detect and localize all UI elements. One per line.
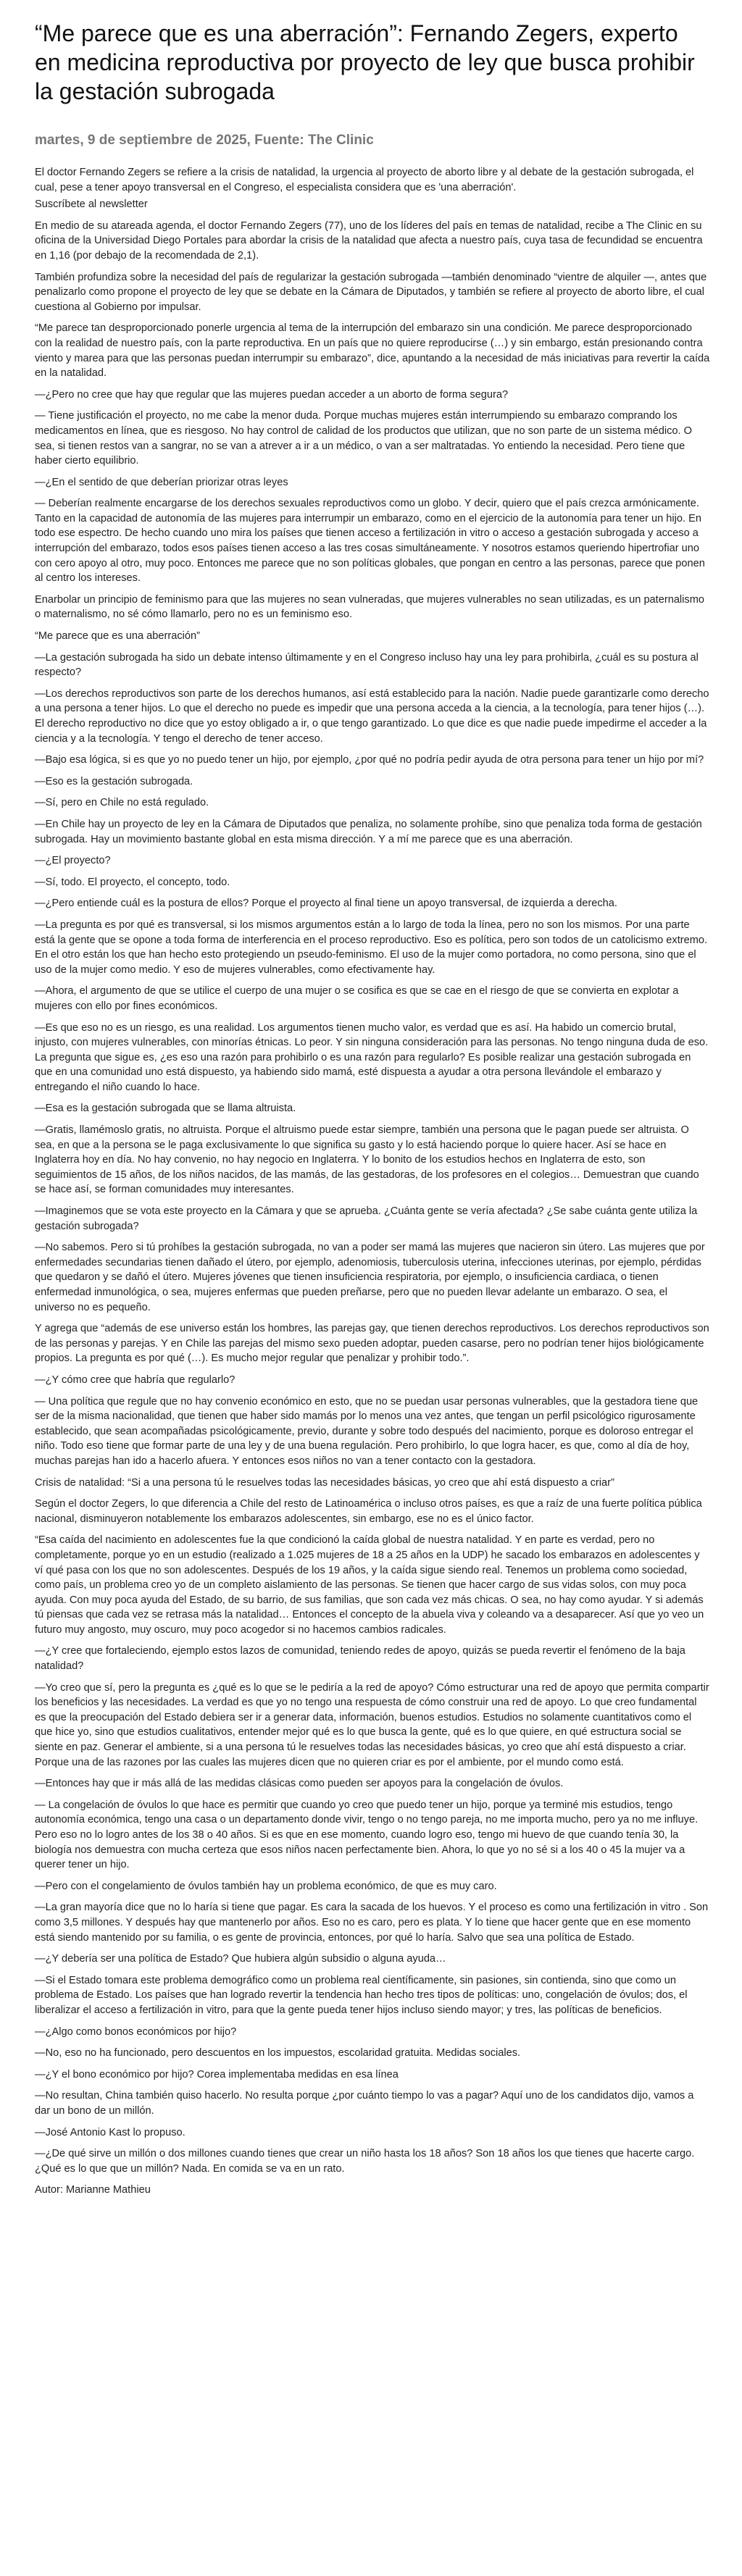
interview-answer: —Sí, todo. El proyecto, el concepto, todo. xyxy=(35,876,230,888)
article-dateline: martes, 9 de septiembre de 2025, Fuente: The Clinic xyxy=(35,133,374,148)
article-paragraph: En medio de su atareada agenda, el doctor Fernando Zegers (77), uno de los líderes del país en temas de natalidad, recibe a The Clinic en su oficina de la Universidad Diego Portales para abordar la crisis de la natalidad que afecta a nuestro país, cuya tasa de fecundidad se encuentra en 1,16 (por debajo de la recomendada de 2,1). xyxy=(35,219,703,262)
interview-question: —Ahora, el argumento de que se utilice el cuerpo de una mujer o se cosifica es que se cae en el riesgo de que se convierta en explotar a mujeres con ello por fines económicos. xyxy=(35,985,679,1012)
interview-question: —Imaginemos que se vota este proyecto en la Cámara y que se aprueba. ¿Cuánta gente se vería afectada? ¿Se sabe cuánta gente utiliza la gestación subrogada? xyxy=(35,1205,698,1232)
interview-answer: —Gratis, llamémoslo gratis, no altruista. Porque el altruismo puede estar siempre, también una persona que le pagan puede ser altruista. O sea, en que a la persona se le paga exclusivamente lo que significa su gasto y lo está haciendo porque lo quiere hacer. Así se hace en Inglaterra hoy en día. No hay convenio, no hay negocio en Inglaterra. Y lo bonito de los estudios hechos en Inglaterra de esto, son seguimientos de 15 años, de los niños nacidos, de las mamás, de las gestadoras, de los profesores en el colegios… Demuestran que cuando se hace así, se forman comunidades muy interesantes. xyxy=(35,1124,699,1196)
section-heading: “Me parece que es una aberración” xyxy=(35,630,200,643)
interview-question: —¿En el sentido de que deberían priorizar otras leyes xyxy=(35,476,288,488)
interview-answer: —La gran mayoría dice que no lo haría si tiene que pagar. Es cara la sacada de los huevos. Y el proceso es como una fertilización in vitro . Son como 3,5 millones. Y después hay que mantenerlo por años. Eso no es caro, pero es plata. Y lo tiene que hacer gente que en ese momento está siendo mantenido por su familia, o es gente de provincia, entonces, por qué lo haría. Salvo que sea una política de Estado. xyxy=(35,1902,709,1944)
interview-question: —¿Y cómo cree que habría que regularlo? xyxy=(35,1373,235,1386)
interview-question: —Bajo esa lógica, si es que yo no puedo tener un hijo, por ejemplo, ¿por qué no podría pedir ayuda de otra persona para tener un hijo por mí? xyxy=(35,754,704,766)
interview-answer: —En Chile hay un proyecto de ley en la Cámara de Diputados que penaliza, no solamente prohíbe, sino que penaliza toda forma de gestación subrogada. Hay un movimiento bastante global en esta misma dirección. Y a mí me parece que es una aberración. xyxy=(35,818,702,845)
interview-answer: — Tiene justificación el proyecto, no me cabe la menor duda. Porque muchas mujeres están interrumpiendo su embarazo comprando los medicamentos en línea, que es riesgoso. No hay control de calidad de los productos que utilizan, que no son parte de un sistema médico. O sea, si tienen restos van a sangrar, no se van a atrever a ir a un médico, o van a ser maltratadas. Yo entiendo la necesidad. Pero tiene que haber cierto equilibrio. xyxy=(35,410,692,467)
article-paragraph: “Me parece tan desproporcionado ponerle urgencia al tema de la interrupción del embarazo sin una condición. Me parece desproporcionado con la realidad de nuestro país, con la parte reproductiva. En un país que no quiere reproducirse (…) y sin embargo, están presionando contra viento y marea para que las personas puedan interrumpir su embarazo”, dice, apuntando a la necesidad de más iniciativas para revertir la caída en la natalidad. xyxy=(35,322,710,380)
interview-question: —Entonces hay que ir más allá de las medidas clásicas como pueden ser apoyos para la congelación de óvulos. xyxy=(35,1778,564,1790)
interview-question: —La gestación subrogada ha sido un debate intenso últimamente y en el Congreso incluso hay una ley para prohibirla, ¿cuál es su postura al respecto? xyxy=(35,651,699,679)
interview-answer: —No sabemos. Pero si tú prohíbes la gestación subrogada, no van a poder ser mamá las mujeres que nacieron sin útero. Las mujeres que por enfermedades secundarias tienen dañado el útero, por ejemplo, adenomiosis, tuberculosis uterina, infecciones uterinas, por ejemplo, pérdidas que quedaron y se dañó el útero. Mujeres jóvenes que tienen insuficiencia respiratoria, por ejemplo, o insuficiencia cardiaca, o tienen enfermedad inmunológica, o sea, mujeres enfermas que pueden preñarse, pero que no pueden llevar adelante un embarazo. O sea, el universo no es pequeño. xyxy=(35,1242,705,1313)
interview-answer: —La pregunta es por qué es transversal, si los mismos argumentos están a lo largo de toda la línea, pero no son los mismos. Por una parte está la gente que se opone a toda forma de interferencia en el proceso reproductivo. Eso es política, pero son todos de un catolicismo extremo. En el otro están los que han hecho esto protegiendo un pseudo-feminismo. El uso de la mujer como portadora, no como persona, sino que el uso de la mujer como medio. Y eso de mujeres vulnerables, como efectivamente hay. xyxy=(35,919,708,976)
interview-question: —¿Y debería ser una política de Estado? Que hubiera algún subsidio o alguna ayuda… xyxy=(35,1953,446,1965)
article-paragraph: También profundiza sobre la necesidad del país de regularizar la gestación subrogada —también denominado “vientre de alquiler —, antes que penalizarlo como propone el proyecto de ley que se debate en la Cámara de Diputados, y también se refiere al proyecto de aborto libre, el cual cuestiona al Gobierno por impulsar. xyxy=(35,271,707,313)
article-body xyxy=(35,165,710,2176)
interview-question: —¿El proyecto? xyxy=(35,855,111,867)
interview-answer: —Los derechos reproductivos son parte de los derechos humanos, así está establecido para la nación. Nadie puede garantizarle como derecho a una persona a tener hijos. Lo que el derecho no puede es impedir que una persona acceda a la ciencia, a la tecnología, para tener hijos (…). El derecho reproductivo no dice que yo estoy obligado a ir, o que tengo garantizado. Lo que dice es que nadie puede impedirme el acceder a la ciencia y a la tecnología. Y tengo el derecho de tener acceso. xyxy=(35,687,709,745)
interview-question: —¿Y el bono económico por hijo? Corea implementaba medidas en esa línea xyxy=(35,2068,399,2081)
newsletter-subscribe-link[interactable]: Suscríbete al newsletter xyxy=(35,198,148,211)
interview-answer: —Eso es la gestación subrogada. xyxy=(35,775,193,787)
interview-question: —Esa es la gestación subrogada que se llama altruista. xyxy=(35,1103,296,1115)
interview-answer: — Una política que regule que no hay convenio económico en esto, que no se puedan usar personas vulnerables, que la gestadora tiene que ser de la misma nacionalidad, que tienen que haber sido mamás por lo menos una vez antes, que tengan un perfil psicológico rigurosamente establecido, que sean acompañadas psicológicamente, previo, durante y sobre todo después del nacimiento, porque es doloroso entregar el niño. Todo eso tiene que formar parte de una ley y de una buena regulación. Pero prohibirlo, lo que logra hacer, es que, como al día de hoy, muchas parejas han ido a hacerlo afuera. Y entonces esos niños no van a tener contacto con la gestadora. xyxy=(35,1395,699,1467)
interview-question: —Sí, pero en Chile no está regulado. xyxy=(35,797,209,809)
interview-question: —Pero con el congelamiento de óvulos también hay un problema económico, de que es muy caro. xyxy=(35,1880,497,1892)
interview-answer: — Deberían realmente encargarse de los derechos sexuales reproductivos como un globo. Y decir, quiero que el país crezca armónicamente. Tanto en la capacidad de autonomía de las mujeres para interrumpir un embarazo, como en el ejercicio de la autonomía para tener un hijo. En todo ese espectro. De hecho cuando uno mira los países que tienen acceso a fertilización in vitro o acceso a gestación subrogada y acceso a interrupción del embarazo, todos esos países tienen acceso a las tres cosas simultáneamente. Y nosotros estamos queriendo hipertrofiar uno con cero apoyo al otro, muy poco. Entonces me parece que no son políticas globales, que pongan en centro a las personas, parece que ponen al centro los intereses. xyxy=(35,498,705,585)
interview-answer: —No resultan, China también quiso hacerlo. No resulta porque ¿por cuánto tiempo lo vas a pagar? Aquí uno de los candidatos dijo, vamos a dar un bono de un millón. xyxy=(35,2090,694,2117)
article-paragraph: Y agrega que “además de ese universo están los hombres, las parejas gay, que tienen derechos reproductivos. Los derechos reproductivos son de las personas y parejas. Y en Chile las parejas del mismo sexo pueden adoptar, pueden casarse, pero no podrían tener hijos biológicamente propios. La pregunta es por qué (…). Es mucho mejor regular que penalizar y prohibir todo.”. xyxy=(35,1323,709,1365)
interview-answer: —Es que eso no es un riesgo, es una realidad. Los argumentos tienen mucho valor, es verdad que es así. Ha habido un comercio brutal, injusto, con mujeres vulnerables, con minorías étnicas. Lo peor. Y sin ninguna consideración para las personas. No tengo ninguna duda de eso. La pregunta que sigue es, ¿es eso una razón para prohibirlo o es una razón para regularlo? Es posible realizar una gestación subrogada en que en una comunidad uno está dispuesto, ya habiendo sido mamá, esté dispuesta a ayudar a otra persona llevándole el embarazo y entregando el niño cuando lo hace. xyxy=(35,1021,709,1093)
section-heading: Crisis de natalidad: “Si a una persona tú le resuelves todas las necesidades básicas, yo creo que ahí está dispuesto a criar” xyxy=(35,1476,614,1489)
article-paragraph: Enarbolar un principio de feminismo para que las mujeres no sean vulneradas, que mujeres vulnerables no sean utilizadas, es un paternalismo o maternalismo, no sé cómo llamarlo, pero no es un feminismo eso. xyxy=(35,593,704,621)
interview-answer: — La congelación de óvulos lo que hace es permitir que cuando yo creo que puedo tener un hijo, porque ya terminé mis estudios, tengo autonomía económica, tengo una casa o un departamento donde vivir, tengo o no tengo pareja, no me importa mucho, pero ya no me influye. Pero eso no lo logro antes de los 38 o 40 años. Si es que en ese momento, cuando logro eso, tengo mi huevo de que cuando tenía 30, la biología nos demuestra con mucha certeza que esos niños nacen perfectamente bien. Ahora, lo que yo no sé si a los 40 o 45 la mujer va a querer tener un hijo. xyxy=(35,1799,699,1871)
article-paragraph: Según el doctor Zegers, lo que diferencia a Chile del resto de Latinoamérica o incluso otros países, es que a raíz de una fuerte política pública nacional, disminuyeron notablemente los embarazos adolescentes, sin embargo, ese no es el único factor. xyxy=(35,1498,702,1525)
article-paragraph: “Esa caída del nacimiento en adolescentes fue la que condicionó la caída global de nuestra natalidad. Y en parte es verdad, pero no completamente, porque yo en un estudio (realizado a 1.025 mujeres de 18 a 25 años en la UDP) he sacado los embarazos en adolescentes y ví qué pasa con los que no son adolescentes. Después de los 19 años, y la caída sigue siendo real. Tenemos un problema como sociedad, como país, un problema creo yo de un completo aislamiento de las personas. Se tienen que hacer cargo de sus vidas solos, con muy poca ayuda. Con muy poca ayuda del Estado, de su barrio, de sus familias, que son cada vez más chicas. O sea, no hay como ayudar. Y si además tú piensas que cada vez se retrasa más la natalidad… Entonces el concepto de la abuela viva y coleando va a desaparecer. Así que yo veo un futuro muy angosto, muy oscuro, muy poco acogedor si no hacemos cambios radicales. xyxy=(35,1534,704,1636)
interview-answer: —¿De qué sirve un millón o dos millones cuando tienes que crear un niño hasta los 18 años? Son 18 años los que tienes que hacerte cargo. ¿Qué es lo que que un millón? Nada. En comida se va en un rato. xyxy=(35,2148,695,2175)
interview-answer: —No, eso no ha funcionado, pero descuentos en los impuestos, escolaridad gratuita. Medidas sociales. xyxy=(35,2047,521,2059)
article-lead: El doctor Fernando Zegers se refiere a la crisis de natalidad, la urgencia al proyecto de aborto libre y al debate de la gestación subrogada, el cual, pese a tener apoyo transversal en el Congreso, el especialista considera que es 'una aberración'. xyxy=(35,167,694,193)
interview-question: —¿Pero no cree que hay que regular que las mujeres puedan acceder a un aborto de forma segura? xyxy=(35,388,509,401)
interview-question: —¿Algo como bonos económicos por hijo? xyxy=(35,2025,237,2038)
interview-question: —¿Pero entiende cuál es la postura de ellos? Porque el proyecto al final tiene un apoyo transversal, de izquierda a derecha. xyxy=(35,898,617,910)
interview-question: —José Antonio Kast lo propuso. xyxy=(35,2126,186,2138)
interview-answer: —Si el Estado tomara este problema demográfico como un problema real científicamente, sin pasiones, sin contienda, sino que como un problema de Estado. Los países que han logrado revertir la tendencia han hecho tres tipos de políticas: uno, congelación de óvulos; dos, el liberalizar el acceso a fertilización in vitro, para que la gente pueda tener hijos incluso siendo mayor; y tres, las políticas de beneficios. xyxy=(35,1974,688,2016)
article-headline: “Me parece que es una aberración”: Fernando Zegers, experto en medicina reproductiva por proyecto de ley que busca prohibir la gestación subrogada xyxy=(35,20,695,104)
interview-answer: —Yo creo que sí, pero la pregunta es ¿qué es lo que se le pediría a la red de apoyo? Cómo estructurar una red de apoyo que permita compartir los beneficios y las necesidades. La verdad es que yo no tengo una respuesta de cómo construir una red de apoyo. Lo que creo fundamental es que la preocupación del Estado debiera ser ir a generar data, información, buenos estudios. Estudios no solamente cuantitativos como el que hice yo, sino que estudios cualitativos, entender mejor qué es lo que busca la gente, qué es lo que quiere, en qué estructura social se siente en paz. Generar el ambiente, si a una persona tú le resuelves todas las necesidades básicas, yo creo que ahí está dispuesto a criar. Porque una de las razones por las cuales las mujeres dicen que no quieren criar es por el ambiente, por el mundo como está. xyxy=(35,1681,709,1768)
article-author: Autor: Marianne Mathieu xyxy=(35,2184,151,2196)
interview-question: —¿Y cree que fortaleciendo, ejemplo estos lazos de comunidad, teniendo redes de apoyo, quizás se pueda revertir el fenómeno de la baja natalidad? xyxy=(35,1645,685,1673)
